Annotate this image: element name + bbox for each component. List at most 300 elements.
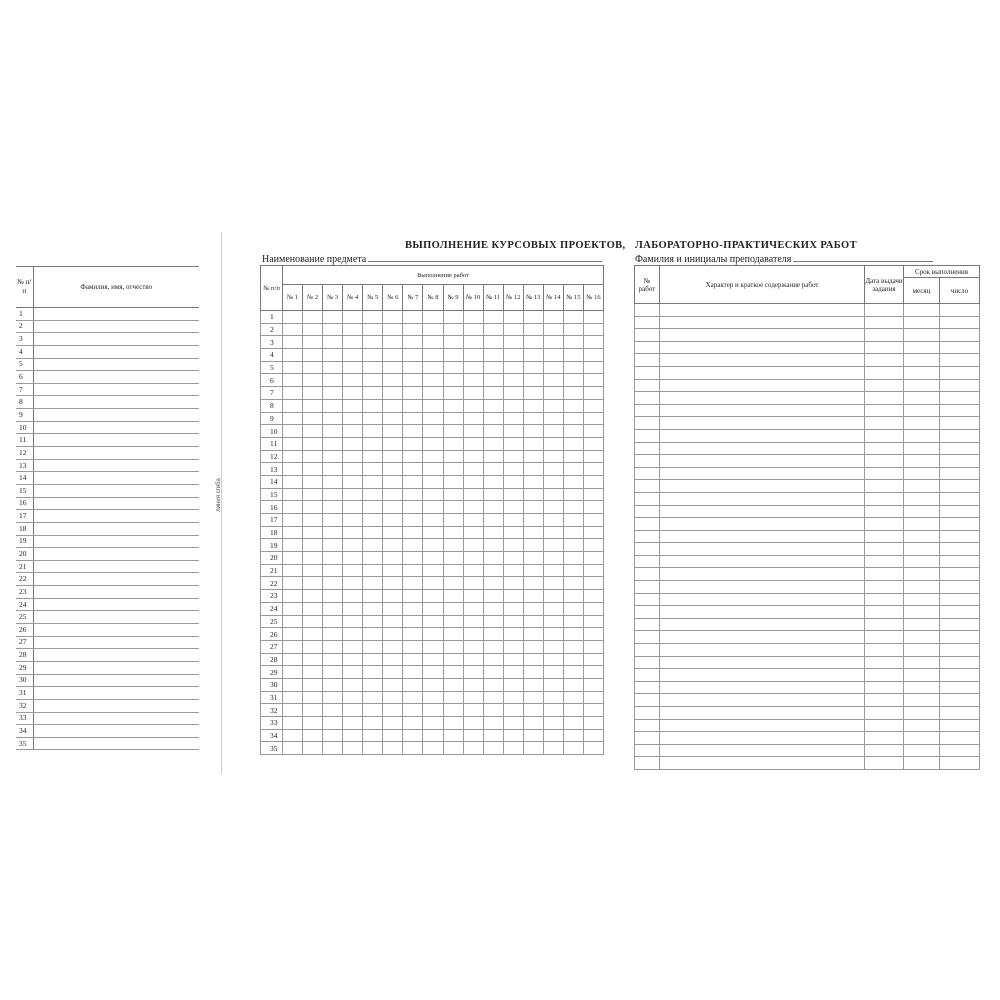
work-mark-cell[interactable] xyxy=(583,602,603,615)
deadline-month-cell[interactable] xyxy=(904,354,940,367)
work-mark-cell[interactable] xyxy=(383,450,403,463)
deadline-day-cell[interactable] xyxy=(940,518,980,531)
work-mark-cell[interactable] xyxy=(503,336,523,349)
work-mark-cell[interactable] xyxy=(283,653,303,666)
work-mark-cell[interactable] xyxy=(303,602,323,615)
work-mark-cell[interactable] xyxy=(283,666,303,679)
issue-date-cell[interactable] xyxy=(865,329,904,342)
work-mark-cell[interactable] xyxy=(283,577,303,590)
deadline-month-cell[interactable] xyxy=(904,719,940,732)
work-mark-cell[interactable] xyxy=(363,514,383,527)
work-mark-cell[interactable] xyxy=(523,729,543,742)
work-mark-cell[interactable] xyxy=(543,450,563,463)
issue-date-cell[interactable] xyxy=(865,480,904,493)
work-number-cell[interactable] xyxy=(635,341,660,354)
work-number-cell[interactable] xyxy=(635,304,660,317)
work-mark-cell[interactable] xyxy=(583,336,603,349)
work-mark-cell[interactable] xyxy=(463,640,483,653)
work-description-cell[interactable] xyxy=(660,492,865,505)
deadline-month-cell[interactable] xyxy=(904,341,940,354)
work-mark-cell[interactable] xyxy=(363,336,383,349)
work-mark-cell[interactable] xyxy=(503,577,523,590)
work-mark-cell[interactable] xyxy=(423,539,443,552)
work-mark-cell[interactable] xyxy=(543,564,563,577)
work-description-cell[interactable] xyxy=(660,732,865,745)
work-mark-cell[interactable] xyxy=(343,361,363,374)
work-mark-cell[interactable] xyxy=(283,590,303,603)
work-mark-cell[interactable] xyxy=(383,590,403,603)
work-description-cell[interactable] xyxy=(660,618,865,631)
work-mark-cell[interactable] xyxy=(503,349,523,362)
work-mark-cell[interactable] xyxy=(563,323,583,336)
work-mark-cell[interactable] xyxy=(563,640,583,653)
work-mark-cell[interactable] xyxy=(423,501,443,514)
work-mark-cell[interactable] xyxy=(523,475,543,488)
work-mark-cell[interactable] xyxy=(483,602,503,615)
work-mark-cell[interactable] xyxy=(463,678,483,691)
work-mark-cell[interactable] xyxy=(423,628,443,641)
deadline-month-cell[interactable] xyxy=(904,555,940,568)
work-mark-cell[interactable] xyxy=(563,577,583,590)
work-mark-cell[interactable] xyxy=(563,742,583,755)
work-mark-cell[interactable] xyxy=(463,399,483,412)
work-mark-cell[interactable] xyxy=(443,552,463,565)
work-mark-cell[interactable] xyxy=(303,349,323,362)
work-mark-cell[interactable] xyxy=(323,742,343,755)
work-mark-cell[interactable] xyxy=(443,602,463,615)
deadline-day-cell[interactable] xyxy=(940,492,980,505)
work-mark-cell[interactable] xyxy=(423,717,443,730)
student-name-cell[interactable] xyxy=(33,712,199,725)
work-mark-cell[interactable] xyxy=(543,602,563,615)
work-mark-cell[interactable] xyxy=(583,488,603,501)
work-number-cell[interactable] xyxy=(635,656,660,669)
work-number-cell[interactable] xyxy=(635,568,660,581)
work-mark-cell[interactable] xyxy=(383,349,403,362)
work-mark-cell[interactable] xyxy=(503,640,523,653)
work-mark-cell[interactable] xyxy=(383,666,403,679)
work-mark-cell[interactable] xyxy=(563,704,583,717)
work-description-cell[interactable] xyxy=(660,581,865,594)
work-mark-cell[interactable] xyxy=(383,678,403,691)
work-mark-cell[interactable] xyxy=(443,387,463,400)
student-name-cell[interactable] xyxy=(33,522,199,535)
teacher-name-field[interactable] xyxy=(793,253,933,262)
work-mark-cell[interactable] xyxy=(383,437,403,450)
work-description-cell[interactable] xyxy=(660,757,865,770)
work-mark-cell[interactable] xyxy=(303,488,323,501)
work-mark-cell[interactable] xyxy=(423,577,443,590)
work-mark-cell[interactable] xyxy=(423,526,443,539)
work-mark-cell[interactable] xyxy=(283,475,303,488)
deadline-month-cell[interactable] xyxy=(904,581,940,594)
work-mark-cell[interactable] xyxy=(343,514,363,527)
work-mark-cell[interactable] xyxy=(583,349,603,362)
work-mark-cell[interactable] xyxy=(523,678,543,691)
work-mark-cell[interactable] xyxy=(463,437,483,450)
work-mark-cell[interactable] xyxy=(503,552,523,565)
work-mark-cell[interactable] xyxy=(523,488,543,501)
work-mark-cell[interactable] xyxy=(463,742,483,755)
work-mark-cell[interactable] xyxy=(283,564,303,577)
work-mark-cell[interactable] xyxy=(443,691,463,704)
issue-date-cell[interactable] xyxy=(865,442,904,455)
work-mark-cell[interactable] xyxy=(503,412,523,425)
deadline-month-cell[interactable] xyxy=(904,316,940,329)
work-mark-cell[interactable] xyxy=(463,717,483,730)
student-name-cell[interactable] xyxy=(33,548,199,561)
work-mark-cell[interactable] xyxy=(463,450,483,463)
student-name-cell[interactable] xyxy=(33,459,199,472)
work-mark-cell[interactable] xyxy=(463,425,483,438)
work-description-cell[interactable] xyxy=(660,656,865,669)
deadline-day-cell[interactable] xyxy=(940,316,980,329)
work-mark-cell[interactable] xyxy=(563,590,583,603)
issue-date-cell[interactable] xyxy=(865,467,904,480)
deadline-month-cell[interactable] xyxy=(904,606,940,619)
work-description-cell[interactable] xyxy=(660,329,865,342)
work-mark-cell[interactable] xyxy=(463,412,483,425)
work-mark-cell[interactable] xyxy=(443,717,463,730)
work-mark-cell[interactable] xyxy=(503,704,523,717)
work-mark-cell[interactable] xyxy=(323,653,343,666)
deadline-day-cell[interactable] xyxy=(940,354,980,367)
work-mark-cell[interactable] xyxy=(383,311,403,324)
work-mark-cell[interactable] xyxy=(443,678,463,691)
deadline-month-cell[interactable] xyxy=(904,744,940,757)
work-mark-cell[interactable] xyxy=(383,691,403,704)
work-mark-cell[interactable] xyxy=(583,577,603,590)
work-mark-cell[interactable] xyxy=(503,666,523,679)
work-mark-cell[interactable] xyxy=(483,704,503,717)
work-mark-cell[interactable] xyxy=(563,691,583,704)
work-number-cell[interactable] xyxy=(635,379,660,392)
deadline-day-cell[interactable] xyxy=(940,417,980,430)
work-mark-cell[interactable] xyxy=(543,437,563,450)
work-mark-cell[interactable] xyxy=(523,691,543,704)
deadline-month-cell[interactable] xyxy=(904,505,940,518)
deadline-month-cell[interactable] xyxy=(904,392,940,405)
work-mark-cell[interactable] xyxy=(403,526,423,539)
work-mark-cell[interactable] xyxy=(323,463,343,476)
work-mark-cell[interactable] xyxy=(483,323,503,336)
student-name-cell[interactable] xyxy=(33,687,199,700)
work-mark-cell[interactable] xyxy=(343,399,363,412)
work-mark-cell[interactable] xyxy=(563,717,583,730)
work-mark-cell[interactable] xyxy=(323,628,343,641)
work-mark-cell[interactable] xyxy=(483,349,503,362)
work-mark-cell[interactable] xyxy=(383,640,403,653)
work-mark-cell[interactable] xyxy=(543,653,563,666)
work-mark-cell[interactable] xyxy=(423,374,443,387)
work-mark-cell[interactable] xyxy=(443,349,463,362)
work-mark-cell[interactable] xyxy=(463,602,483,615)
work-mark-cell[interactable] xyxy=(303,729,323,742)
work-mark-cell[interactable] xyxy=(363,590,383,603)
work-mark-cell[interactable] xyxy=(463,704,483,717)
work-mark-cell[interactable] xyxy=(363,399,383,412)
work-mark-cell[interactable] xyxy=(323,691,343,704)
work-number-cell[interactable] xyxy=(635,329,660,342)
work-mark-cell[interactable] xyxy=(303,311,323,324)
work-number-cell[interactable] xyxy=(635,707,660,720)
work-mark-cell[interactable] xyxy=(383,539,403,552)
work-mark-cell[interactable] xyxy=(503,374,523,387)
work-mark-cell[interactable] xyxy=(363,602,383,615)
issue-date-cell[interactable] xyxy=(865,631,904,644)
work-mark-cell[interactable] xyxy=(483,729,503,742)
work-mark-cell[interactable] xyxy=(583,678,603,691)
work-mark-cell[interactable] xyxy=(563,399,583,412)
work-description-cell[interactable] xyxy=(660,606,865,619)
work-mark-cell[interactable] xyxy=(483,374,503,387)
work-mark-cell[interactable] xyxy=(283,399,303,412)
work-mark-cell[interactable] xyxy=(543,374,563,387)
work-mark-cell[interactable] xyxy=(583,564,603,577)
work-number-cell[interactable] xyxy=(635,455,660,468)
work-mark-cell[interactable] xyxy=(323,361,343,374)
work-mark-cell[interactable] xyxy=(363,653,383,666)
work-number-cell[interactable] xyxy=(635,429,660,442)
work-mark-cell[interactable] xyxy=(403,399,423,412)
work-mark-cell[interactable] xyxy=(423,691,443,704)
work-mark-cell[interactable] xyxy=(403,514,423,527)
work-mark-cell[interactable] xyxy=(303,628,323,641)
work-mark-cell[interactable] xyxy=(503,717,523,730)
work-description-cell[interactable] xyxy=(660,467,865,480)
deadline-month-cell[interactable] xyxy=(904,631,940,644)
work-mark-cell[interactable] xyxy=(383,336,403,349)
work-mark-cell[interactable] xyxy=(283,615,303,628)
student-name-cell[interactable] xyxy=(33,573,199,586)
work-mark-cell[interactable] xyxy=(303,717,323,730)
work-description-cell[interactable] xyxy=(660,505,865,518)
work-mark-cell[interactable] xyxy=(443,628,463,641)
work-mark-cell[interactable] xyxy=(323,666,343,679)
work-description-cell[interactable] xyxy=(660,644,865,657)
work-mark-cell[interactable] xyxy=(303,374,323,387)
work-mark-cell[interactable] xyxy=(343,628,363,641)
issue-date-cell[interactable] xyxy=(865,366,904,379)
work-mark-cell[interactable] xyxy=(383,323,403,336)
work-mark-cell[interactable] xyxy=(283,552,303,565)
work-mark-cell[interactable] xyxy=(483,717,503,730)
work-mark-cell[interactable] xyxy=(563,311,583,324)
student-name-cell[interactable] xyxy=(33,699,199,712)
student-name-cell[interactable] xyxy=(33,484,199,497)
work-mark-cell[interactable] xyxy=(463,577,483,590)
work-mark-cell[interactable] xyxy=(363,361,383,374)
work-mark-cell[interactable] xyxy=(423,437,443,450)
deadline-month-cell[interactable] xyxy=(904,694,940,707)
work-mark-cell[interactable] xyxy=(543,349,563,362)
work-mark-cell[interactable] xyxy=(423,399,443,412)
work-mark-cell[interactable] xyxy=(583,704,603,717)
work-description-cell[interactable] xyxy=(660,744,865,757)
work-mark-cell[interactable] xyxy=(343,653,363,666)
work-mark-cell[interactable] xyxy=(363,387,383,400)
work-mark-cell[interactable] xyxy=(423,450,443,463)
work-number-cell[interactable] xyxy=(635,618,660,631)
work-mark-cell[interactable] xyxy=(283,488,303,501)
work-mark-cell[interactable] xyxy=(423,742,443,755)
work-number-cell[interactable] xyxy=(635,744,660,757)
issue-date-cell[interactable] xyxy=(865,719,904,732)
deadline-month-cell[interactable] xyxy=(904,568,940,581)
work-mark-cell[interactable] xyxy=(443,412,463,425)
work-mark-cell[interactable] xyxy=(323,488,343,501)
issue-date-cell[interactable] xyxy=(865,505,904,518)
deadline-day-cell[interactable] xyxy=(940,392,980,405)
work-mark-cell[interactable] xyxy=(303,361,323,374)
work-mark-cell[interactable] xyxy=(323,729,343,742)
deadline-day-cell[interactable] xyxy=(940,530,980,543)
work-mark-cell[interactable] xyxy=(543,412,563,425)
work-mark-cell[interactable] xyxy=(283,678,303,691)
work-mark-cell[interactable] xyxy=(303,742,323,755)
work-mark-cell[interactable] xyxy=(543,425,563,438)
student-name-cell[interactable] xyxy=(33,333,199,346)
work-mark-cell[interactable] xyxy=(543,399,563,412)
work-mark-cell[interactable] xyxy=(383,399,403,412)
work-mark-cell[interactable] xyxy=(423,729,443,742)
work-mark-cell[interactable] xyxy=(403,374,423,387)
student-name-cell[interactable] xyxy=(33,661,199,674)
student-name-cell[interactable] xyxy=(33,396,199,409)
work-mark-cell[interactable] xyxy=(583,628,603,641)
work-mark-cell[interactable] xyxy=(363,628,383,641)
deadline-day-cell[interactable] xyxy=(940,719,980,732)
work-mark-cell[interactable] xyxy=(303,437,323,450)
work-mark-cell[interactable] xyxy=(483,501,503,514)
work-mark-cell[interactable] xyxy=(283,704,303,717)
work-mark-cell[interactable] xyxy=(483,539,503,552)
work-mark-cell[interactable] xyxy=(343,666,363,679)
work-mark-cell[interactable] xyxy=(343,704,363,717)
issue-date-cell[interactable] xyxy=(865,669,904,682)
deadline-day-cell[interactable] xyxy=(940,606,980,619)
work-mark-cell[interactable] xyxy=(523,704,543,717)
work-mark-cell[interactable] xyxy=(403,729,423,742)
work-mark-cell[interactable] xyxy=(443,374,463,387)
work-mark-cell[interactable] xyxy=(403,628,423,641)
work-description-cell[interactable] xyxy=(660,316,865,329)
work-mark-cell[interactable] xyxy=(503,514,523,527)
work-mark-cell[interactable] xyxy=(323,501,343,514)
work-mark-cell[interactable] xyxy=(543,678,563,691)
work-mark-cell[interactable] xyxy=(283,691,303,704)
work-mark-cell[interactable] xyxy=(283,349,303,362)
deadline-day-cell[interactable] xyxy=(940,694,980,707)
work-mark-cell[interactable] xyxy=(303,501,323,514)
issue-date-cell[interactable] xyxy=(865,568,904,581)
work-mark-cell[interactable] xyxy=(503,488,523,501)
work-number-cell[interactable] xyxy=(635,732,660,745)
work-mark-cell[interactable] xyxy=(543,514,563,527)
work-mark-cell[interactable] xyxy=(463,374,483,387)
work-mark-cell[interactable] xyxy=(523,640,543,653)
work-mark-cell[interactable] xyxy=(383,526,403,539)
work-mark-cell[interactable] xyxy=(423,475,443,488)
work-mark-cell[interactable] xyxy=(443,577,463,590)
work-mark-cell[interactable] xyxy=(563,501,583,514)
work-mark-cell[interactable] xyxy=(403,450,423,463)
deadline-month-cell[interactable] xyxy=(904,417,940,430)
work-mark-cell[interactable] xyxy=(383,602,403,615)
deadline-month-cell[interactable] xyxy=(904,480,940,493)
work-mark-cell[interactable] xyxy=(563,666,583,679)
work-mark-cell[interactable] xyxy=(463,501,483,514)
issue-date-cell[interactable] xyxy=(865,429,904,442)
work-mark-cell[interactable] xyxy=(463,653,483,666)
work-mark-cell[interactable] xyxy=(523,514,543,527)
work-mark-cell[interactable] xyxy=(523,564,543,577)
work-mark-cell[interactable] xyxy=(343,729,363,742)
work-number-cell[interactable] xyxy=(635,681,660,694)
work-mark-cell[interactable] xyxy=(363,577,383,590)
deadline-month-cell[interactable] xyxy=(904,518,940,531)
work-mark-cell[interactable] xyxy=(423,425,443,438)
work-mark-cell[interactable] xyxy=(403,425,423,438)
work-mark-cell[interactable] xyxy=(443,336,463,349)
work-mark-cell[interactable] xyxy=(523,437,543,450)
issue-date-cell[interactable] xyxy=(865,304,904,317)
student-name-cell[interactable] xyxy=(33,725,199,738)
work-mark-cell[interactable] xyxy=(403,387,423,400)
work-mark-cell[interactable] xyxy=(363,374,383,387)
work-mark-cell[interactable] xyxy=(283,640,303,653)
work-mark-cell[interactable] xyxy=(403,717,423,730)
work-mark-cell[interactable] xyxy=(483,590,503,603)
work-mark-cell[interactable] xyxy=(483,628,503,641)
work-mark-cell[interactable] xyxy=(303,475,323,488)
work-mark-cell[interactable] xyxy=(543,501,563,514)
work-mark-cell[interactable] xyxy=(323,678,343,691)
work-mark-cell[interactable] xyxy=(343,602,363,615)
work-mark-cell[interactable] xyxy=(563,336,583,349)
student-name-cell[interactable] xyxy=(33,434,199,447)
work-mark-cell[interactable] xyxy=(543,336,563,349)
work-mark-cell[interactable] xyxy=(323,437,343,450)
work-mark-cell[interactable] xyxy=(343,742,363,755)
work-mark-cell[interactable] xyxy=(483,488,503,501)
work-mark-cell[interactable] xyxy=(363,311,383,324)
work-mark-cell[interactable] xyxy=(583,450,603,463)
work-mark-cell[interactable] xyxy=(363,437,383,450)
work-mark-cell[interactable] xyxy=(483,564,503,577)
work-mark-cell[interactable] xyxy=(523,361,543,374)
work-mark-cell[interactable] xyxy=(583,514,603,527)
work-mark-cell[interactable] xyxy=(483,450,503,463)
work-number-cell[interactable] xyxy=(635,644,660,657)
subject-name-field[interactable] xyxy=(368,253,602,262)
work-mark-cell[interactable] xyxy=(503,564,523,577)
deadline-day-cell[interactable] xyxy=(940,555,980,568)
work-description-cell[interactable] xyxy=(660,568,865,581)
work-description-cell[interactable] xyxy=(660,681,865,694)
work-mark-cell[interactable] xyxy=(543,361,563,374)
work-mark-cell[interactable] xyxy=(483,640,503,653)
work-mark-cell[interactable] xyxy=(343,374,363,387)
work-mark-cell[interactable] xyxy=(343,526,363,539)
work-mark-cell[interactable] xyxy=(543,729,563,742)
work-mark-cell[interactable] xyxy=(303,577,323,590)
work-description-cell[interactable] xyxy=(660,392,865,405)
deadline-day-cell[interactable] xyxy=(940,681,980,694)
work-mark-cell[interactable] xyxy=(303,323,323,336)
deadline-day-cell[interactable] xyxy=(940,644,980,657)
issue-date-cell[interactable] xyxy=(865,606,904,619)
